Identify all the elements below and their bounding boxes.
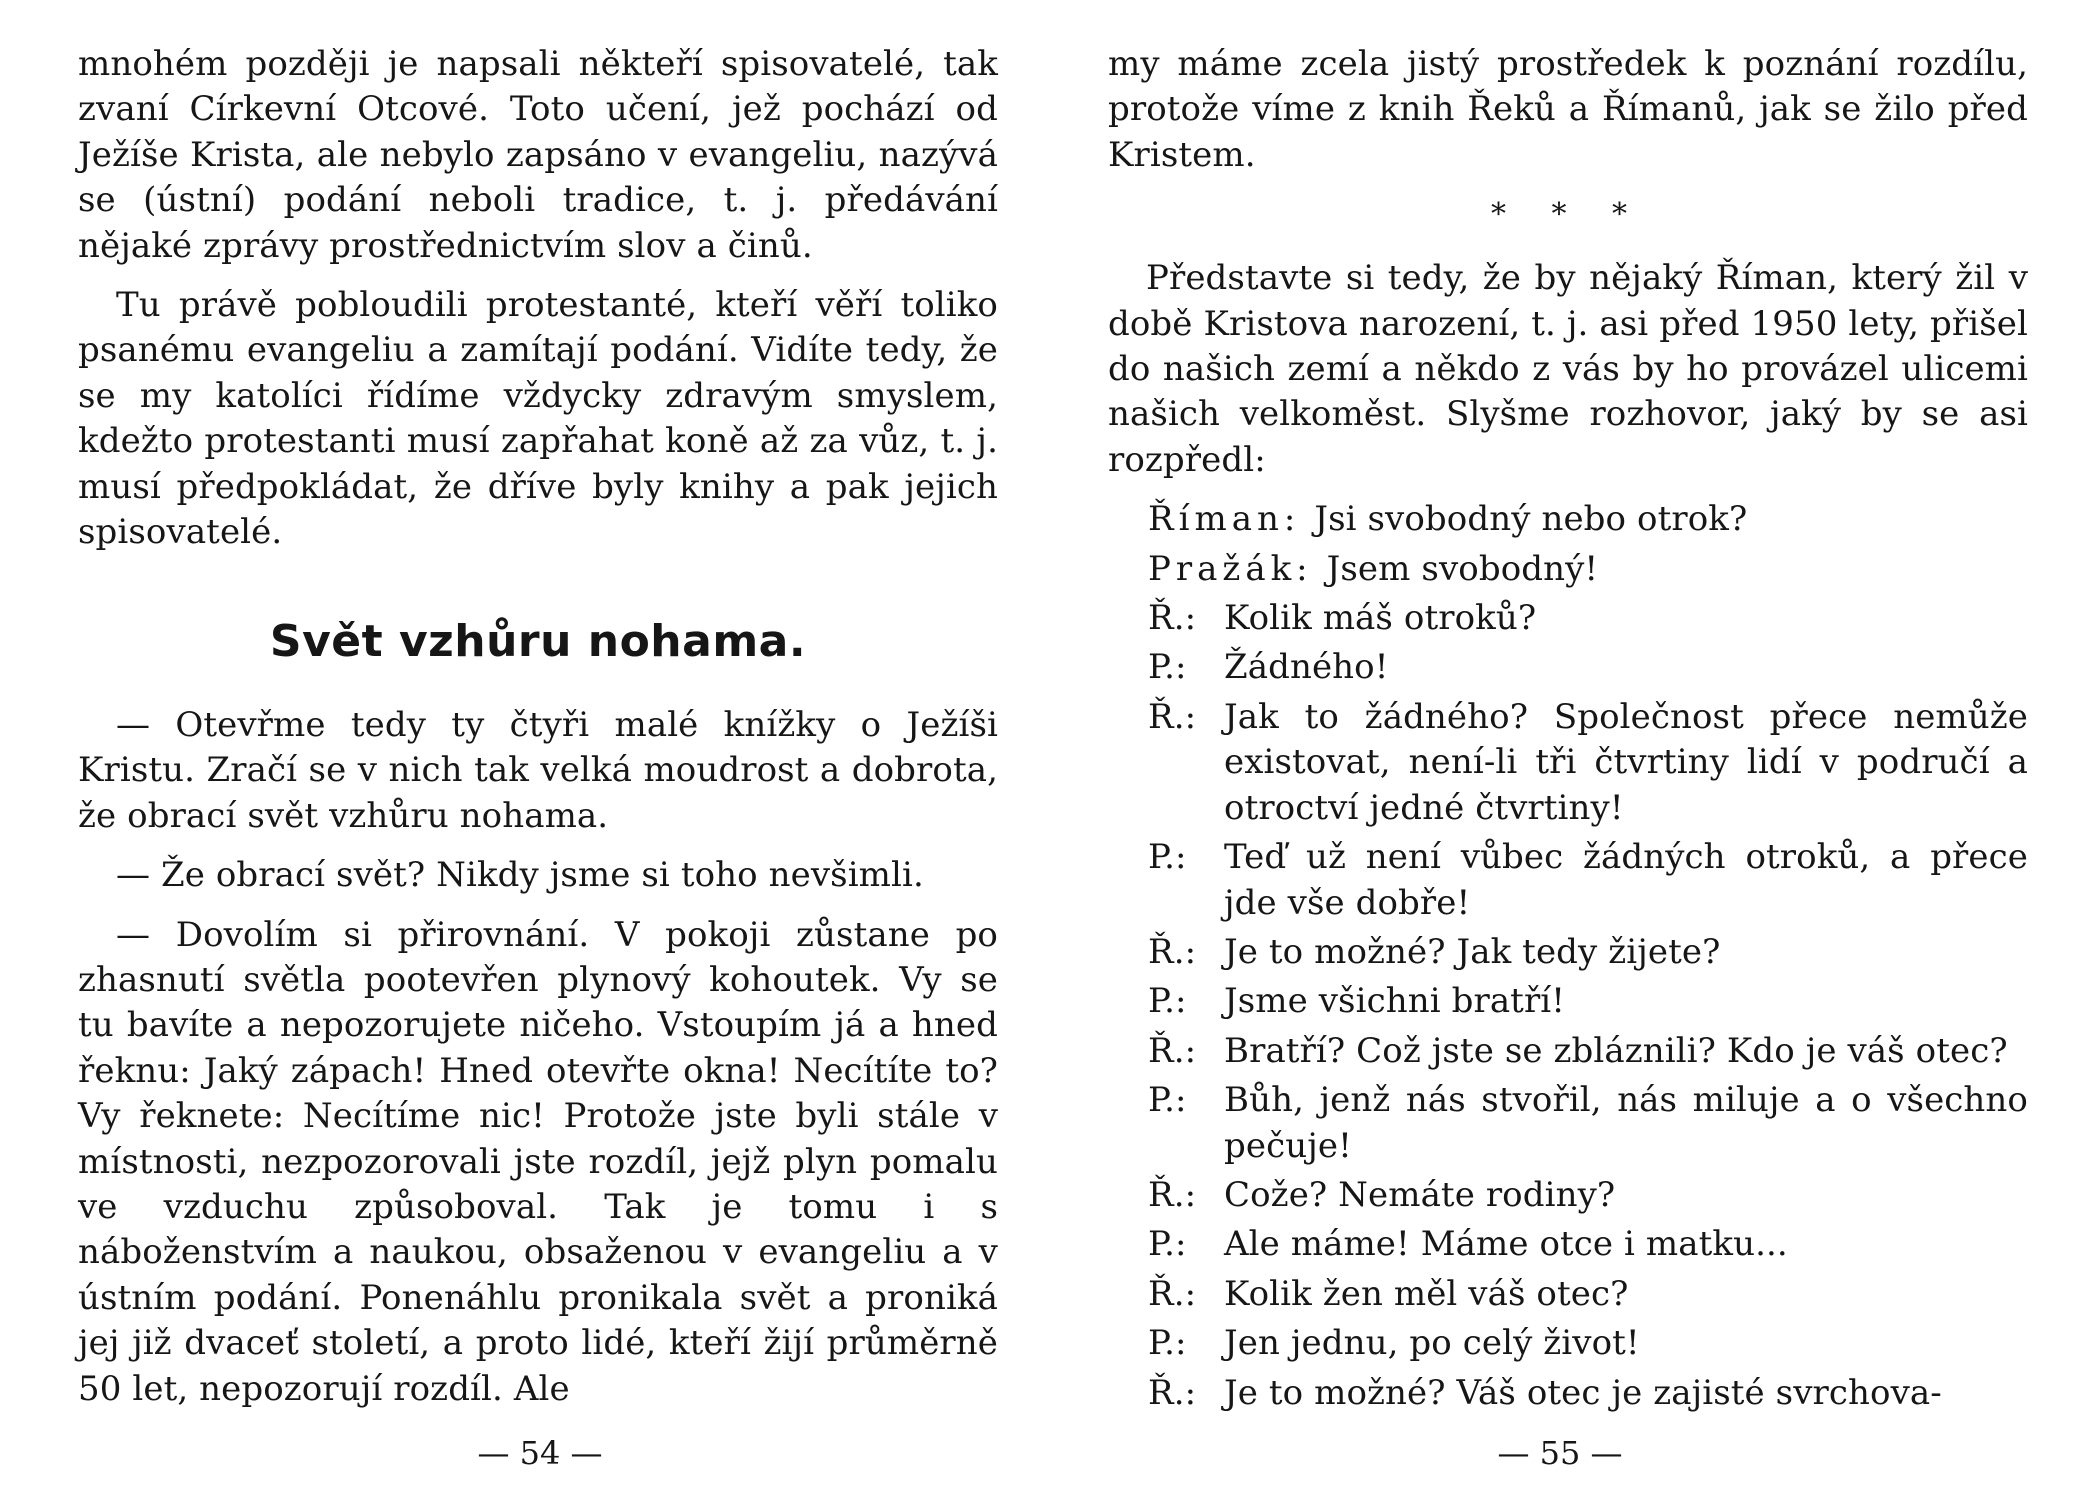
dialogue-text: Teď už není vůbec žádných otroků, a přece jde vše dobře! (1224, 837, 2028, 923)
dialogue-line (1108, 835, 2028, 926)
dialogue-text: Žádného! (1224, 647, 1389, 688)
dialogue-text: Jsi svobodný nebo otrok? (1314, 499, 1748, 540)
section-separator: * * * (1490, 197, 1646, 233)
page-number: — 54 — (477, 1434, 603, 1472)
dialogue-line (1108, 645, 2028, 690)
dialogue-text: Je to možné? Váš otec je zajisté svrchova- (1224, 1372, 1942, 1413)
paragraph: Představte si tedy, že by nějaký Říman, který žil v době Kristova narození, t. j. asi před 1950 lety, přišel do našich zemí a někdo z vás by ho provázel ulicemi našich velkoměst. Slyšme rozhovor, jaký by se asi rozpředl: (1108, 258, 2028, 480)
dialogue-speaker: Ř.: (1148, 598, 1197, 639)
dialogue-line (1108, 930, 2028, 975)
dialogue-text: Je to možné? Jak tedy žijete? (1224, 931, 1721, 972)
left-page-text (78, 42, 998, 1426)
dialogue-speaker: Ř.: (1148, 1030, 1197, 1071)
dialogue-speaker: Říman: (1148, 499, 1301, 540)
dialogue-speaker: P.: (1148, 837, 1187, 878)
dialogue-text: Bůh, jenž nás stvořil, nás miluje a o všechno pečuje! (1224, 1080, 2028, 1166)
dialogue-speaker: P.: (1148, 981, 1187, 1022)
dialogue-line (1108, 695, 2028, 831)
dialogue-text: Ale máme! Máme otce i matku... (1224, 1224, 1788, 1265)
dialogue-text: Bratří? Což jste se zbláznili? Kdo je váš otec? (1224, 1030, 2008, 1071)
dialogue-line (1108, 497, 2028, 542)
dialogue-line (1108, 1078, 2028, 1169)
dialogue-line (1108, 596, 2028, 641)
dialogue-speaker: P.: (1148, 1323, 1187, 1364)
dialogue-line (1108, 547, 2028, 592)
dialogue-speaker: P.: (1148, 1080, 1187, 1121)
paragraph: — Dovolím si přirovnání. V pokoji zůstane po zhasnutí světla pootevřen plynový kohoutek. Vy se tu bavíte a nepozorujete ničeho. Vstoupím já a hned řeknu: Jaký zápach! Hned otevřte okna! Necítíte to? Vy řeknete: Necítíme nic! Protože jste byli stále v místnosti, nezpozorovali jste rozdíl, jejž plyn pomalu ve vzduchu způsoboval. Tak je tomu i s náboženstvím a naukou, obsaženou v evangeliu a v ústním podání. Ponenáhlu pronikala svět a proniká jej již dvaceť století, a proto lidé, kteří žijí průměrně 50 let, nepozorují rozdíl. Ale (78, 914, 998, 1409)
paragraph: Tu právě pobloudili protestanté, kteří věří toliko psanému evangeliu a zamítají podání. Vidíte tedy, že se my katolíci řídíme vždycky zdravým smyslem, kdežto protestanti musí zapřahat koně až za vůz, t. j. musí předpokládat, že dříve byly knihy a pak jejich spisovatelé. (78, 285, 998, 553)
dialogue (1108, 497, 2028, 1416)
dialogue-speaker: P.: (1148, 1224, 1187, 1265)
dialogue-line (1108, 1029, 2028, 1074)
dialogue-speaker: Ř.: (1148, 1174, 1197, 1215)
dialogue-speaker: Ř.: (1148, 696, 1197, 737)
dialogue-line (1108, 1321, 2028, 1366)
right-page (1038, 0, 2076, 1500)
dialogue-text: Jsem svobodný! (1326, 548, 1599, 589)
page-number: — 55 — (1497, 1434, 1623, 1472)
dialogue-line (1108, 1222, 2028, 1267)
dialogue-text: Jen jednu, po celý život! (1224, 1323, 1640, 1364)
dialogue-text: Kolik máš otroků? (1224, 598, 1537, 639)
dialogue-line (1108, 1173, 2028, 1218)
section-heading: Svět vzhůru nohama. (269, 616, 807, 668)
dialogue-text: Kolik žen měl váš otec? (1224, 1273, 1629, 1314)
dialogue-text: Jsme všichni bratří! (1224, 981, 1566, 1022)
dialogue-speaker: Ř.: (1148, 931, 1197, 972)
dialogue-speaker: P.: (1148, 647, 1187, 688)
dialogue-text: Jak to žádného? Společnost přece nemůže existovat, není-li tři čtvrtiny lidí v područí a otroctví jedné čtvrtiny! (1224, 696, 2028, 828)
dialogue-line (1108, 1272, 2028, 1317)
right-page-text (1108, 42, 2028, 1420)
dialogue-line (1108, 1371, 2028, 1416)
dialogue-speaker: Pražák: (1148, 548, 1313, 589)
dialogue-line (1108, 979, 2028, 1024)
dialogue-speaker: Ř.: (1148, 1372, 1197, 1413)
paragraph: my máme zcela jistý prostředek k poznání rozdílu, protože víme z knih Řeků a Římanů, jak se žilo před Kristem. (1108, 44, 2028, 175)
paragraph: — Že obrací svět? Nikdy jsme si toho nevšimli. (116, 855, 924, 896)
dialogue-speaker: Ř.: (1148, 1273, 1197, 1314)
dialogue-text: Cože? Nemáte rodiny? (1224, 1174, 1616, 1215)
paragraph: — Otevřme tedy ty čtyři malé knížky o Ježíši Kristu. Zračí se v nich tak velká moudrost a dobrota, že obrací svět vzhůru nohama. (78, 704, 998, 836)
paragraph: mnohém později je napsali někteří spisovatelé, tak zvaní Církevní Otcové. Toto učení, jež pochází od Ježíše Krista, ale nebylo zapsáno v evangeliu, nazývá se (ústní) podání neboli tradice, t. j. předávání nějaké zprávy prostřednictvím slov a činů. (78, 44, 998, 266)
